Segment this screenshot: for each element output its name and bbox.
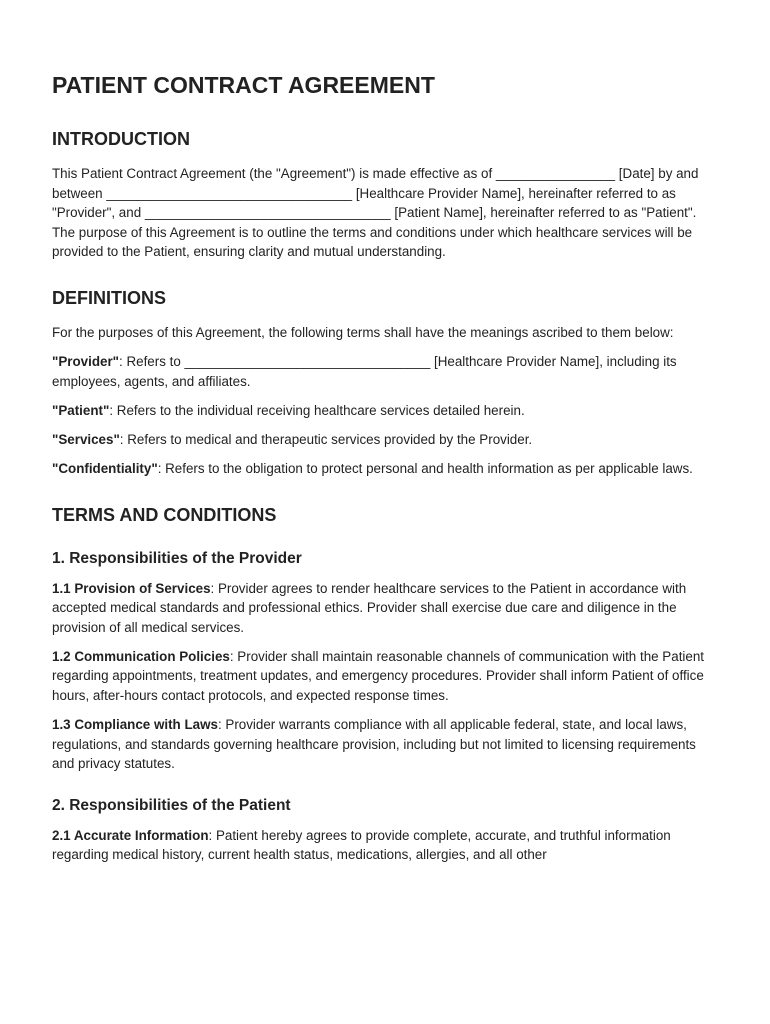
definition-term: "Services": [52, 431, 120, 447]
clause-text: : Provider shall maintain reasonable channels of communication with the Patient regarding appointments, treatment updates, and emergency procedures. Provider shall inform Patient of office hours, after-hours contact protocols, and expected response times.: [52, 648, 704, 703]
definition-provider: [52, 352, 718, 391]
definition-confidentiality: [52, 459, 718, 479]
clause-1-2: [52, 647, 718, 706]
clause-label: 1.1 Provision of Services: [52, 580, 211, 596]
clause-label: 2.1 Accurate Information: [52, 827, 209, 843]
clause-1-1: [52, 579, 718, 638]
clause-2-1: [52, 826, 718, 865]
definition-term: "Provider": [52, 354, 120, 370]
clause-label: 1.2 Communication Policies: [52, 648, 230, 664]
terms-heading: TERMS AND CONDITIONS: [52, 504, 277, 525]
definition-patient: [52, 401, 718, 421]
document-title: PATIENT CONTRACT AGREEMENT: [52, 72, 435, 98]
introduction-heading: INTRODUCTION: [52, 129, 190, 149]
clause-text: : Provider agrees to render healthcare services to the Patient in accordance with accepted medical standards and professional ethics. Provider shall exercise due care and diligence in the provision of all medical services.: [52, 580, 687, 635]
introduction-paragraph: This Patient Contract Agreement (the "Agreement") is made effective as of ________________ [Date] by and between _________________________________ [Healthcare Provider Name], hereinafter referred to as "Provider", and _________________________________ [Patient Name], hereinafter referred to as "Patient". The purpose of this Agreement is to outline the terms and conditions under which healthcare services will be provided to the Patient, ensuring clarity and mutual understanding.: [52, 166, 699, 260]
definition-term: "Patient": [52, 402, 110, 418]
section-heading-patient: 2. Responsibilities of the Patient: [52, 796, 291, 814]
clause-text: : Patient hereby agrees to provide complete, accurate, and truthful information regarding medical history, current health status, medications, allergies, and all other: [52, 827, 671, 863]
section-heading-provider: 1. Responsibilities of the Provider: [52, 549, 302, 567]
definition-text: : Refers to the obligation to protect personal and health information as per applicable laws.: [157, 460, 693, 476]
clause-text: : Provider warrants compliance with all applicable federal, state, and local laws, regulations, and standards governing healthcare provision, including but not limited to licensing requirements and privacy statutes.: [52, 717, 696, 772]
definitions-heading: DEFINITIONS: [52, 287, 167, 308]
definitions-intro: For the purposes of this Agreement, the following terms shall have the meanings ascribed to them below:: [52, 324, 674, 340]
definition-term: "Confidentiality": [52, 460, 158, 476]
clause-label: 1.3 Compliance with Laws: [52, 717, 218, 733]
definition-text: : Refers to medical and therapeutic services provided by the Provider.: [119, 431, 533, 447]
definition-services: [52, 430, 718, 450]
definition-text: : Refers to the individual receiving healthcare services detailed herein.: [109, 402, 525, 418]
clause-1-3: [52, 715, 718, 774]
definition-text: : Refers to _________________________________ [Healthcare Provider Name], including its employees, agents, and affiliates.: [52, 354, 677, 389]
